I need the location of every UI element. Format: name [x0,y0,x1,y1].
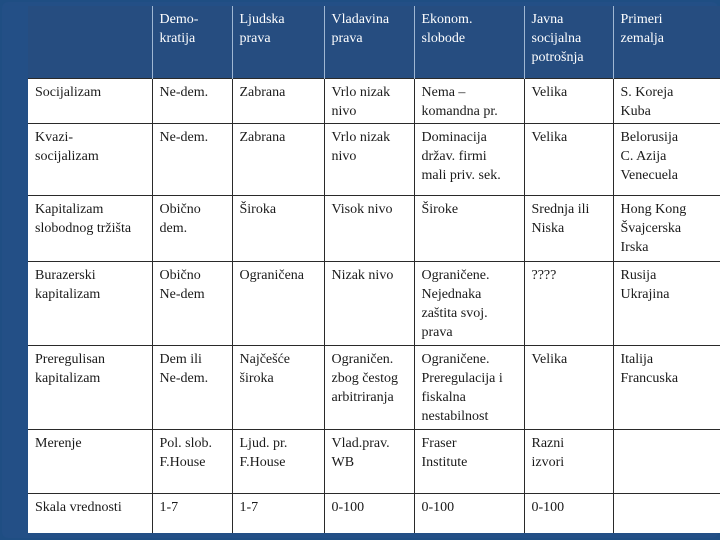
cell-text: mali priv. sek. [421,167,501,183]
cell-text: slobode [421,31,466,46]
cell-text: Vladavina [331,12,390,27]
table-cell [324,429,414,493]
cell-text: 0-100 [421,499,455,515]
row-label-cell [28,195,152,261]
cell-text: Ljud. pr. [239,435,288,451]
table-cell [414,78,524,123]
cell-text: Pol. slob. [159,435,213,451]
table-cell [152,345,232,429]
table-cell [152,261,232,345]
cell-text: socijalna [531,31,582,46]
table-cell [152,123,232,195]
cell-text: Irska [620,239,649,255]
table-cell [613,493,720,533]
table-cell [613,429,720,493]
cell-text: kratija [159,31,196,46]
cell-text: Velika [531,84,568,100]
cell-text: dem. [159,220,188,236]
cell-text: prava [421,324,453,340]
table-cell [613,195,720,261]
cell-text: Primeri [620,12,663,27]
table-row [28,429,720,493]
table-cell [613,345,720,429]
cell-text: WB [331,454,355,470]
row-label-cell [28,429,152,493]
comparison-table-container [28,6,720,520]
table-cell [414,493,524,533]
header-cell [524,6,613,78]
row-label-cell [28,261,152,345]
cell-text: 0-100 [531,499,565,515]
cell-text: Ljudska [239,12,285,27]
table-cell [324,123,414,195]
cell-text: Fraser [421,435,457,451]
table-cell [232,493,324,533]
cell-text: nestabilnost [421,408,489,424]
cell-text: Nejednaka [421,286,482,302]
cell-text: prava [331,31,363,46]
table-cell [152,429,232,493]
cell-text: držav. firmi [421,148,487,164]
table-cell [414,123,524,195]
cell-text: Ne-dem [159,286,205,302]
table-cell [414,195,524,261]
table-row [28,493,720,533]
table-cell [613,123,720,195]
cell-text: Niska [531,220,565,236]
cell-text: fiskalna [421,389,466,405]
cell-text: Belorusija [620,129,679,145]
cell-text: 0-100 [331,499,365,515]
cell-text: Kapitalizam [35,201,104,217]
cell-text: Hong Kong [620,201,687,217]
cell-text: Ne-dem. [159,84,209,100]
cell-text: Zabrana [239,129,286,145]
table-row [28,261,720,345]
cell-text: Venecuela [620,167,679,183]
table-row [28,345,720,429]
cell-text: zemalja [620,31,665,46]
table-cell [324,195,414,261]
cell-text: zaštita svoj. [421,305,488,321]
table-cell [232,429,324,493]
cell-text: Skala vrednosti [35,499,122,515]
table-cell [414,345,524,429]
cell-text: Ograničene. [421,351,490,367]
cell-text: ???? [531,267,557,283]
cell-text: Ne-dem. [159,129,209,145]
cell-text: prava [239,31,271,46]
cell-text: kapitalizam [35,370,101,386]
cell-text: C. Azija [620,148,667,164]
cell-text: Javna [531,12,564,27]
table-cell [414,429,524,493]
table-cell [524,429,613,493]
cell-text: F.House [239,454,286,470]
table-cell [524,78,613,123]
cell-text: Ograničen. [331,351,394,367]
table-cell [524,493,613,533]
header-cell [152,6,232,78]
cell-text: Ukrajina [620,286,670,302]
table-cell [524,345,613,429]
table-cell [524,195,613,261]
cell-text: Razni [531,435,565,451]
table-cell [324,261,414,345]
header-cell [28,6,152,78]
table-cell [232,345,324,429]
cell-text: Nema – [421,84,466,100]
cell-text: Velika [531,351,568,367]
cell-text: Nizak nivo [331,267,394,283]
cell-text: nivo [331,103,357,119]
cell-text: Francuska [620,370,679,386]
table-cell [152,78,232,123]
cell-text: Ograničena [239,267,305,283]
table-cell [152,493,232,533]
cell-text: Burazerski [35,267,96,283]
cell-text: Široka [239,201,277,217]
table-cell [613,261,720,345]
table-cell [524,261,613,345]
cell-text: Ekonom. [421,12,473,27]
cell-text: Preregulisan [35,351,105,367]
table-cell [232,123,324,195]
cell-text: S. Koreja [620,84,674,100]
row-label-cell [28,123,152,195]
cell-text: Kvazi- [35,129,74,145]
table-cell [232,261,324,345]
table-cell [324,493,414,533]
cell-text: Široke [421,201,459,217]
cell-text: Najčešće [239,351,291,367]
table-cell [414,261,524,345]
cell-text: Italija [620,351,654,367]
table-row [28,195,720,261]
cell-text: Visok nivo [331,201,393,217]
cell-text: Obično [159,267,201,283]
cell-text: Velika [531,129,568,145]
header-cell [324,6,414,78]
row-label-cell [28,78,152,123]
cell-text: nivo [331,148,357,164]
table-cell [232,195,324,261]
table-row [28,78,720,123]
cell-text: Rusija [620,267,657,283]
header-row [28,6,720,78]
cell-text: Zabrana [239,84,286,100]
cell-text: široka [239,370,274,386]
row-label-cell [28,493,152,533]
cell-text: Obično [159,201,201,217]
table-cell [232,78,324,123]
header-cell [414,6,524,78]
cell-text: potrošnja [531,50,584,65]
cell-text: F.House [159,454,206,470]
cell-text: Kuba [620,103,651,119]
cell-text: Dem ili [159,351,202,367]
cell-text: Institute [421,454,468,470]
table-cell [152,195,232,261]
cell-text: Švajcerska [620,220,682,236]
cell-text: arbitriranja [331,389,394,405]
cell-text: Ne-dem. [159,370,209,386]
table-cell [524,123,613,195]
header-cell [232,6,324,78]
table-cell [324,345,414,429]
cell-text: Dominacija [421,129,487,145]
cell-text: Vlad.prav. [331,435,390,451]
cell-text: socijalizam [35,148,99,164]
cell-text: komandna pr. [421,103,498,119]
cell-text: Ograničene. [421,267,490,283]
table-body [28,6,720,533]
cell-text: slobodnog tržišta [35,220,132,236]
cell-text: Vrlo nizak [331,129,391,145]
cell-text: Merenje [35,435,82,451]
table-cell [613,78,720,123]
cell-text: Socijalizam [35,84,102,100]
table-cell [324,78,414,123]
cell-text: izvori [531,454,565,470]
header-cell [613,6,720,78]
cell-text: Vrlo nizak [331,84,391,100]
cell-text: 1-7 [239,499,259,515]
cell-text: Demo- [159,12,199,27]
cell-text: 1-7 [159,499,179,515]
table-row [28,123,720,195]
cell-text: kapitalizam [35,286,101,302]
cell-text: Preregulacija i [421,370,503,386]
cell-text: Srednja ili [531,201,590,217]
cell-text: zbog čestog [331,370,398,386]
row-label-cell [28,345,152,429]
comparison-table [28,6,720,533]
